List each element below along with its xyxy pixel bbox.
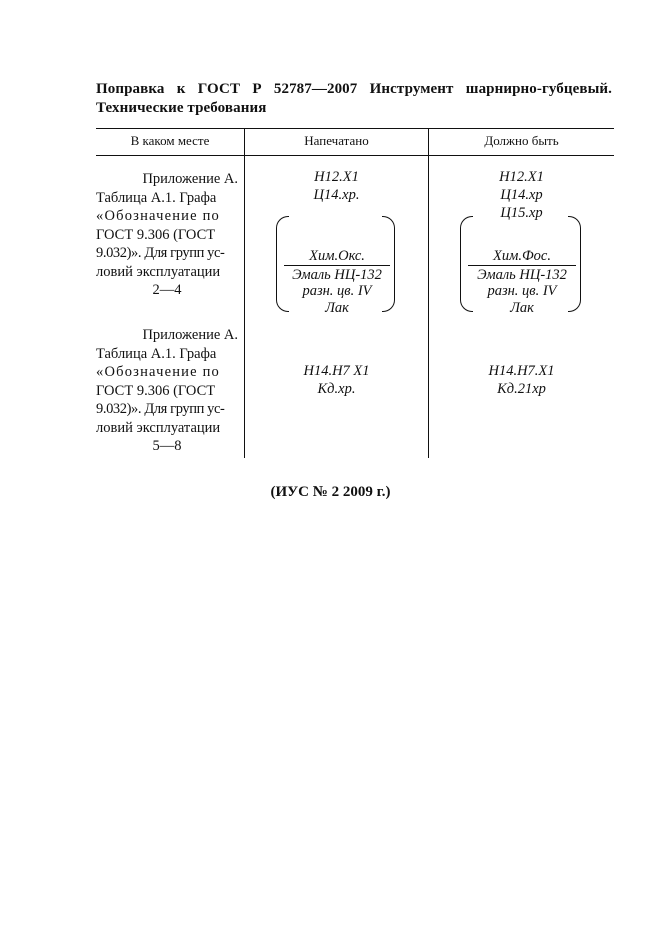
table-top-rule <box>96 128 614 129</box>
row2-place-line: 5—8 <box>152 438 182 454</box>
fraction-line: разн. цв. IV <box>487 283 557 299</box>
footer-note: (ИУС № 2 2009 г.) <box>270 484 391 500</box>
row1-place-line: 9.032)». Для групп ус- <box>96 245 225 261</box>
row1-place-line: 2—4 <box>152 282 182 298</box>
row2-correct-code-2: Кд.21хр <box>497 381 546 397</box>
row1-place <box>96 170 238 300</box>
fraction-line: разн. цв. IV <box>302 283 372 299</box>
row2-place-line: Приложение А. <box>142 327 238 343</box>
fraction-line: Лак <box>325 299 349 316</box>
fraction-line: Эмаль НЦ-132 <box>292 266 382 283</box>
header-printed: Напечатано <box>304 133 369 148</box>
row2-place-line: ГОСТ 9.306 (ГОСТ <box>96 382 216 399</box>
row1-printed-code-2: Ц14.хр. <box>313 187 360 203</box>
row1-place-line: «Обозначение по <box>96 208 221 224</box>
fraction-numerator <box>282 248 392 265</box>
fraction-numerator <box>466 248 578 265</box>
row1-place-line: Таблица А.1. Графа <box>96 189 217 206</box>
row1-printed-fraction <box>282 248 392 316</box>
row1-place-line: ловий эксплуатации <box>96 263 221 280</box>
page-title: Поправка к ГОСТ Р 52787—2007 Инструмент шарнирно-губцевый. Технические требования <box>96 81 612 116</box>
numerator-text: Хим.Фос. <box>493 248 551 264</box>
row2-printed-code-2: Кд.хр. <box>317 381 356 397</box>
fraction-line: Эмаль НЦ-132 <box>477 266 567 283</box>
row1-correct-code-2: Ц14.хр <box>500 187 543 203</box>
row2-place-line: Таблица А.1. Графа <box>96 345 217 362</box>
fraction-line: Лак <box>510 299 534 316</box>
row1-correct-fraction <box>466 248 578 316</box>
header-correct: Должно быть <box>484 133 559 148</box>
row2-place-line: 9.032)». Для групп ус- <box>96 401 225 417</box>
row2-place-line: «Обозначение по <box>96 364 221 380</box>
row2-correct-code-1: Н14.Н7.Х1 <box>488 363 555 379</box>
row2-printed-code-1: Н14.Н7 Х1 <box>303 363 370 379</box>
row2-place <box>96 326 238 456</box>
fraction-bar <box>284 265 390 266</box>
fraction-bar <box>468 265 576 266</box>
row2-place-line: ловий эксплуатации <box>96 419 221 436</box>
table-header-rule <box>96 155 614 156</box>
row1-place-line: Приложение А. <box>142 171 238 187</box>
row1-correct-code-3: Ц15.хр <box>500 205 543 221</box>
numerator-text: Хим.Окс. <box>309 248 365 264</box>
row1-place-line: ГОСТ 9.306 (ГОСТ <box>96 226 216 243</box>
row1-correct-code-1: Н12.Х1 <box>499 169 544 185</box>
row1-printed-code-1: Н12.Х1 <box>314 169 359 185</box>
header-place: В каком месте <box>130 133 210 148</box>
